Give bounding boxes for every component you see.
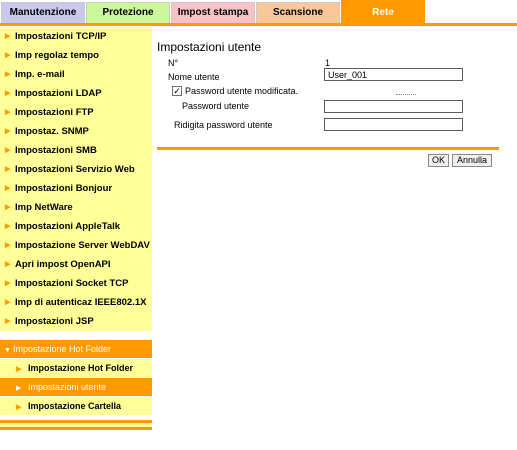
arrow-right-icon: ▶ bbox=[5, 242, 11, 249]
sidebar-item-email[interactable] bbox=[0, 65, 152, 84]
sidebar-item-label: Impostazione Server WebDAV bbox=[15, 240, 150, 251]
arrow-right-icon: ▶ bbox=[5, 33, 11, 40]
sidebar-item-label: Imp regolaz tempo bbox=[15, 50, 99, 61]
sidebar-item-label: Imp. e-mail bbox=[15, 69, 65, 80]
cancel-button[interactable]: Annulla bbox=[452, 154, 492, 167]
number-label: N° bbox=[168, 58, 179, 68]
sidebar-item-servizio-web[interactable] bbox=[0, 160, 152, 179]
sidebar-subitem-hot-folder[interactable] bbox=[0, 359, 152, 377]
arrow-right-icon: ▶ bbox=[5, 185, 11, 192]
password-label: Password utente bbox=[182, 101, 250, 111]
arrow-right-icon: ▶ bbox=[5, 71, 11, 78]
sidebar-item-tempo[interactable] bbox=[0, 46, 152, 65]
arrow-right-icon: ▶ bbox=[5, 109, 11, 116]
sidebar-subitem-label: Impostazione Cartella bbox=[28, 401, 122, 411]
sidebar-item-label: Impostazioni Socket TCP bbox=[15, 278, 129, 289]
sidebar-item-label: Apri impost OpenAPI bbox=[15, 259, 111, 270]
arrow-right-icon: ▶ bbox=[5, 299, 11, 306]
arrow-down-icon: ▼ bbox=[4, 347, 11, 354]
divider bbox=[396, 94, 416, 95]
arrow-right-icon: ▶ bbox=[5, 204, 11, 211]
sidebar-item-label: Impostazioni SMB bbox=[15, 145, 97, 156]
sidebar-subitem-user-settings[interactable] bbox=[0, 378, 152, 396]
sidebar-subitem-label: Impostazioni utente bbox=[28, 382, 107, 392]
sidebar-group-label: Impostazione Hot Folder bbox=[13, 344, 112, 354]
sidebar-item-label: Impostazioni Bonjour bbox=[15, 183, 113, 194]
sidebar-item-label: Impostazioni AppleTalk bbox=[15, 221, 121, 232]
tab-scansione[interactable]: Scansione bbox=[256, 2, 340, 23]
sidebar-item-snmp[interactable] bbox=[0, 122, 152, 141]
password-input[interactable] bbox=[324, 100, 463, 113]
ok-button[interactable]: OK bbox=[428, 154, 449, 167]
sidebar-item-socket-tcp[interactable] bbox=[0, 274, 152, 293]
sidebar-footer-line bbox=[0, 427, 152, 430]
sidebar-item-label: Impostazioni Servizio Web bbox=[15, 164, 135, 175]
sidebar-item-label: Impostaz. SNMP bbox=[15, 126, 89, 137]
sidebar-item-label: Imp di autenticaz IEEE802.1X bbox=[15, 297, 147, 308]
sidebar-item-label: Imp NetWare bbox=[15, 202, 73, 213]
username-label: Nome utente bbox=[168, 72, 220, 82]
username-input[interactable] bbox=[324, 68, 463, 81]
sidebar-item-webdav[interactable] bbox=[0, 236, 152, 255]
arrow-right-icon: ▶ bbox=[5, 52, 11, 59]
arrow-right-icon: ▶ bbox=[5, 128, 11, 135]
sidebar-item-smb[interactable] bbox=[0, 141, 152, 160]
arrow-right-icon: ▶ bbox=[5, 147, 11, 154]
sidebar-item-openapi[interactable] bbox=[0, 255, 152, 274]
arrow-right-icon: ▶ bbox=[16, 366, 22, 373]
sidebar-item-ldap[interactable] bbox=[0, 84, 152, 103]
sidebar-item-ieee8021x[interactable] bbox=[0, 293, 152, 312]
password-changed-label: Password utente modificata. bbox=[185, 86, 299, 96]
arrow-right-icon: ▶ bbox=[5, 90, 11, 97]
sidebar-item-label: Impostazioni JSP bbox=[15, 316, 94, 327]
tab-bar bbox=[0, 0, 517, 23]
sidebar-item-label: Impostazioni FTP bbox=[15, 107, 94, 118]
sidebar-item-bonjour[interactable] bbox=[0, 179, 152, 198]
sidebar-item-label: Impostazioni TCP/IP bbox=[15, 31, 107, 42]
arrow-right-icon: ▶ bbox=[5, 166, 11, 173]
sidebar bbox=[0, 26, 152, 450]
arrow-right-icon: ▶ bbox=[5, 261, 11, 268]
arrow-right-icon: ▶ bbox=[5, 280, 11, 287]
sidebar-subitem-label: Impostazione Hot Folder bbox=[28, 363, 134, 373]
sidebar-group-hot-folder[interactable] bbox=[0, 340, 152, 358]
arrow-right-icon: ▶ bbox=[5, 223, 11, 230]
arrow-right-icon: ▶ bbox=[5, 318, 11, 325]
sidebar-item-jsp[interactable] bbox=[0, 312, 152, 331]
arrow-right-icon: ▶ bbox=[16, 404, 22, 411]
retype-password-input[interactable] bbox=[324, 118, 463, 131]
page-title: Impostazioni utente bbox=[157, 40, 262, 54]
sidebar-item-tcpip[interactable] bbox=[0, 27, 152, 46]
sidebar-subitem-folder[interactable] bbox=[0, 397, 152, 415]
tab-manutenzione[interactable]: Manutenzione bbox=[1, 2, 85, 23]
tab-impost-stampa[interactable]: Impost stampa bbox=[171, 2, 255, 23]
tab-rete[interactable]: Rete bbox=[341, 0, 425, 23]
tab-protezione[interactable]: Protezione bbox=[86, 2, 170, 23]
password-changed-checkbox[interactable]: ✓ bbox=[173, 86, 181, 96]
sidebar-item-label: Impostazioni LDAP bbox=[15, 88, 102, 99]
sidebar-item-netware[interactable] bbox=[0, 198, 152, 217]
sidebar-item-ftp[interactable] bbox=[0, 103, 152, 122]
arrow-right-icon: ▶ bbox=[16, 385, 22, 392]
retype-password-label: Ridigita password utente bbox=[174, 120, 273, 130]
content-divider bbox=[157, 147, 499, 150]
number-value: 1 bbox=[325, 58, 331, 68]
sidebar-item-appletalk[interactable] bbox=[0, 217, 152, 236]
